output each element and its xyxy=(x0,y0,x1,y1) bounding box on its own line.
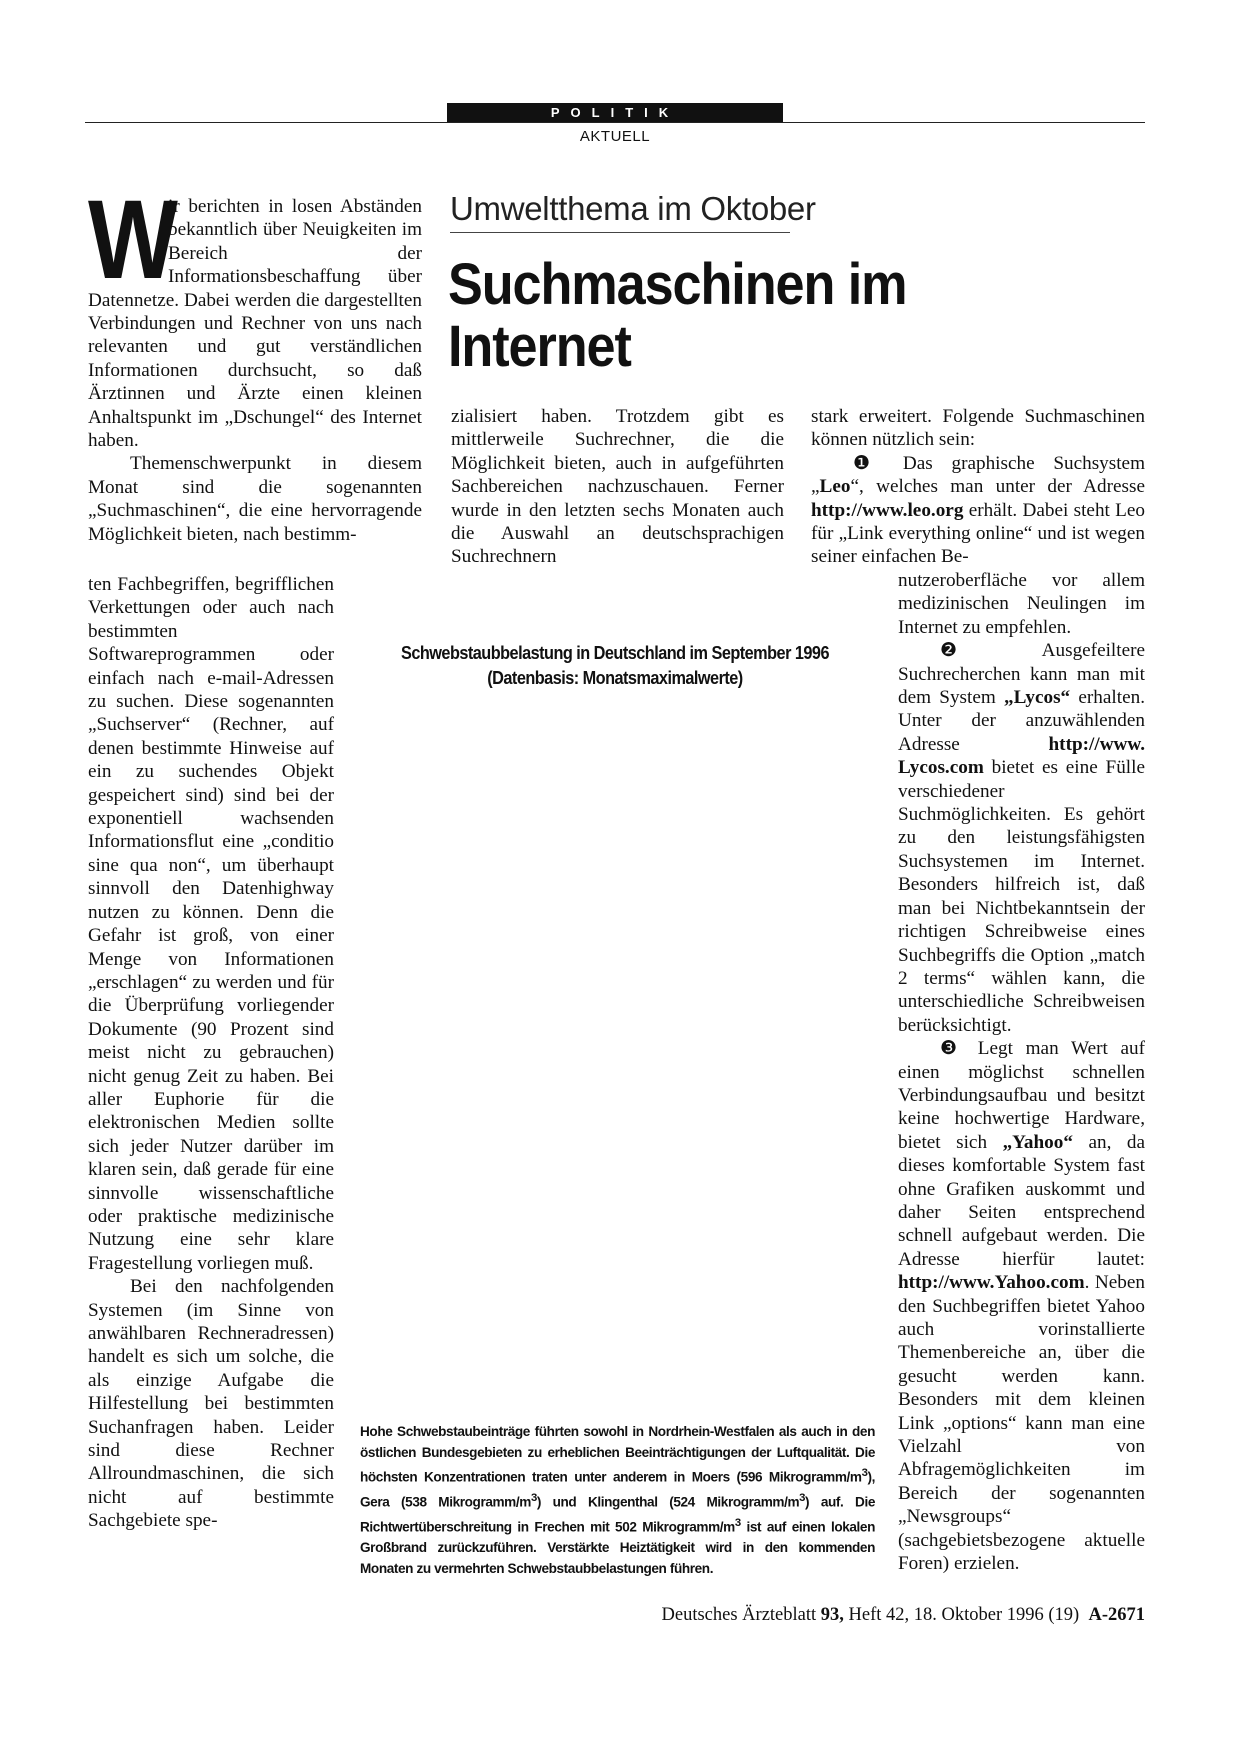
column-3-narrow xyxy=(898,569,1145,1575)
caption-part-b: ), Gera (538 Mikrogramm/m xyxy=(360,1469,875,1510)
caption-part-d: ) auf. Die Richtwertüberschreitung in Frechen mit 502 Mikrogramm/m xyxy=(360,1494,875,1535)
item2-text-b: erhalten. Unter der anzuwählenden Adresse xyxy=(898,687,1145,755)
item3-text-a: Legt man Wert auf einen möglichst schnellen Verbindungsaufbau und besitzt keine hochwertige Hardware, bietet sich xyxy=(898,1038,1145,1153)
page-number: A-2671 xyxy=(1088,1605,1145,1625)
column-1-narrow xyxy=(88,573,334,1533)
article-kicker: Umweltthema im Oktober xyxy=(450,190,816,227)
lycos-name: „Lycos“ xyxy=(1004,687,1071,709)
number-1-icon: ❶ xyxy=(853,452,885,474)
kicker-rule xyxy=(450,232,790,233)
leo-url: http://www.leo.org xyxy=(811,499,964,521)
yahoo-name: „Yahoo“ xyxy=(1002,1131,1073,1153)
item1-text-a: Das graphische Suchsystem „ xyxy=(811,452,1145,498)
lycos-url: http://www. Lycos.com xyxy=(898,733,1145,779)
journal-volume: 93, xyxy=(820,1605,844,1625)
item1-text-b: “, welches man unter der Adresse xyxy=(850,476,1145,498)
intro-paragraph xyxy=(88,177,422,452)
paragraph-2-start: Themenschwerpunkt in diesem Monat sind die sogenannten „Suchmaschinen“, die eine hervorragende Möglichkeit bieten, nach bestimm- xyxy=(88,453,422,545)
caption-part-a: Hohe Schwebstaubeinträge führten sowohl in Nordrhein-Westfalen als auch in den östlichen Bundesgebieten zu erheblichen Beeinträchtigungen der Luftqualität. Die höchsten Konzentrationen traten unter anderem in Moers (596 Mikrogramm/m xyxy=(360,1424,875,1485)
item3-text-c: . Neben den Suchbegriffen bietet Yahoo auch vorinstallierte Themenbereiche an, über die gesucht werden kann. Besonders mit dem kleinen Link „options“ kann man eine Vielzahl von Abfragemöglichkeiten im Bereich der sogenannten „Newsgroups“ (sachgebietsbezogene aktuelle Foren) erzielen. xyxy=(898,1272,1145,1575)
list-item-leo xyxy=(811,452,1145,569)
superscript-3: 3 xyxy=(734,1517,741,1530)
section-label: POLITIK xyxy=(447,103,783,122)
figure-title-line-1: Schwebstaubbelastung in Deutschland im September 1996 xyxy=(401,642,829,663)
figure-image-area xyxy=(355,700,875,1400)
superscript-3: 3 xyxy=(861,1467,868,1479)
column-2 xyxy=(451,405,784,569)
page-footer xyxy=(500,1605,1145,1626)
caption-part-c: ) und Klingenthal (524 Mikrogramm/m xyxy=(536,1494,800,1510)
article-headline xyxy=(448,254,1078,378)
number-2-icon: ❷ xyxy=(940,640,998,662)
item2-text-c: bietet es eine Fülle verschiedener Suchmöglichkeiten. Es gehört zu den leistungsfähigsten Suchsystemen im Internet. Besonders hilfreich ist, daß man bei Nichtbekanntsein der richtigen Schreibweise eines Suchbegriffs die Option „match 2 terms“ wählen kann, die unterschiedliche Schreibweisen berücksichtigt. xyxy=(898,757,1145,1036)
yahoo-url: http://www.Yahoo.com xyxy=(898,1272,1085,1294)
list-item-leo-rest: nutzeroberfläche vor allem medizinischen Neulingen im Internet zu empfehlen. xyxy=(898,570,1145,638)
item2-text-a: Ausgefeiltere Suchrecherchen kann man mit dem System xyxy=(898,640,1145,709)
journal-issue: Heft 42, 18. Oktober 1996 (19) xyxy=(843,1605,1080,1625)
subsection-label: AKTUELL xyxy=(579,128,651,145)
headline-line-1: Suchmaschinen im xyxy=(448,252,907,317)
headline-line-2: Internet xyxy=(448,314,631,379)
drop-cap: W xyxy=(88,177,178,302)
list-item-lycos xyxy=(898,639,1145,1037)
figure-title xyxy=(386,640,844,690)
leo-name: Leo xyxy=(819,476,851,498)
number-3-icon: ❸ xyxy=(940,1038,966,1060)
column-2-text: zialisiert haben. Trotzdem gibt es mittlerweile Suchrechner, die die Möglichkeit bieten, auch in aufgeführten Sachbereichen nachzuschauen. Ferner wurde in den letzten sechs Monaten auch die Auswahl an deutschsprachigen Suchrechnern xyxy=(451,406,784,568)
superscript-3: 3 xyxy=(530,1492,537,1505)
column-3 xyxy=(811,405,1145,569)
list-item-yahoo xyxy=(898,1037,1145,1575)
journal-name: Deutsches Ärzteblatt xyxy=(661,1605,821,1625)
superscript-3: 3 xyxy=(799,1492,806,1505)
column-3-intro: stark erweitert. Folgende Suchmaschinen können nützlich sein: xyxy=(811,406,1145,451)
item1-text-c: erhält. Dabei steht Leo für „Link everything online“ und ist wegen seiner einfachen Be- xyxy=(811,499,1145,568)
figure-caption xyxy=(360,1422,875,1579)
paragraph-2-rest: ten Fachbegriffen, begrifflichen Verkettungen oder auch nach bestimmten Softwareprogrammen oder einfach nach e-mail-Adressen zu suchen. Diese sogenannten „Suchserver“ (Rechner, auf denen bestimmte Hinweise auf ein zu suchendes Objekt gespeichert sind) sind bei der exponentiell wachsenden Informationsflut eine „conditio sine qua non“, um überhaupt sinnvoll den Datenhighway nutzen zu können. Denn die Gefahr ist groß, von einer Menge von Informationen „erschlagen“ zu werden und für die Überprüfung vorliegender Dokumente (90 Prozent sind meist nicht zu gebrauchen) nicht genug Zeit zu haben. Bei aller Euphorie für die elektronischen Medien sollte sich jeder Nutzer darüber im klaren sein, daß gerade für eine sinnvolle wissenschaftliche oder praktische medizinische Nutzung eine sehr klare Fragestellung vorliegen muß. xyxy=(88,574,334,1274)
paragraph-3: Bei den nachfolgenden Systemen (im Sinne von anwählbaren Rechneradressen) handelt es sich um solche, die als einzige Aufgabe die Hilfestellung bei bestimmten Suchanfragen haben. Leider sind diese Rechner Allroundmaschinen, die sich nicht auf bestimmte Sachgebiete spe- xyxy=(88,1276,334,1532)
figure-title-line-2: (Datenbasis: Monatsmaximalwerte) xyxy=(487,667,743,688)
column-1 xyxy=(88,177,422,546)
item3-text-b: an, da dieses komfortable System fast ohne Grafiken auskommt und daher Seiten entsprechend schnell aufgebaut werden. Die Adresse hierfür lautet: xyxy=(898,1131,1145,1270)
intro-text: ir berichten in losen Abständen bekanntlich über Neuigkeiten im Bereich der Informationsbeschaffung über Datennetze. Dabei werden die dargestellten Verbindungen und Rechner von uns nach relevanten und gut verständlichen Informationen durchsucht, so daß Ärztinnen und Ärzte einen kleinen Anhaltspunkt im „Dschungel“ des Internet haben. xyxy=(88,196,422,452)
header-rule xyxy=(85,122,1145,123)
caption-part-e: ist auf einen lokalen Großbrand zurückzuführen. Verstärkte Heiztätigkeit wird in den kommenden Monaten zu vermehrten Schwebstaubbelastungen führen. xyxy=(360,1519,875,1576)
